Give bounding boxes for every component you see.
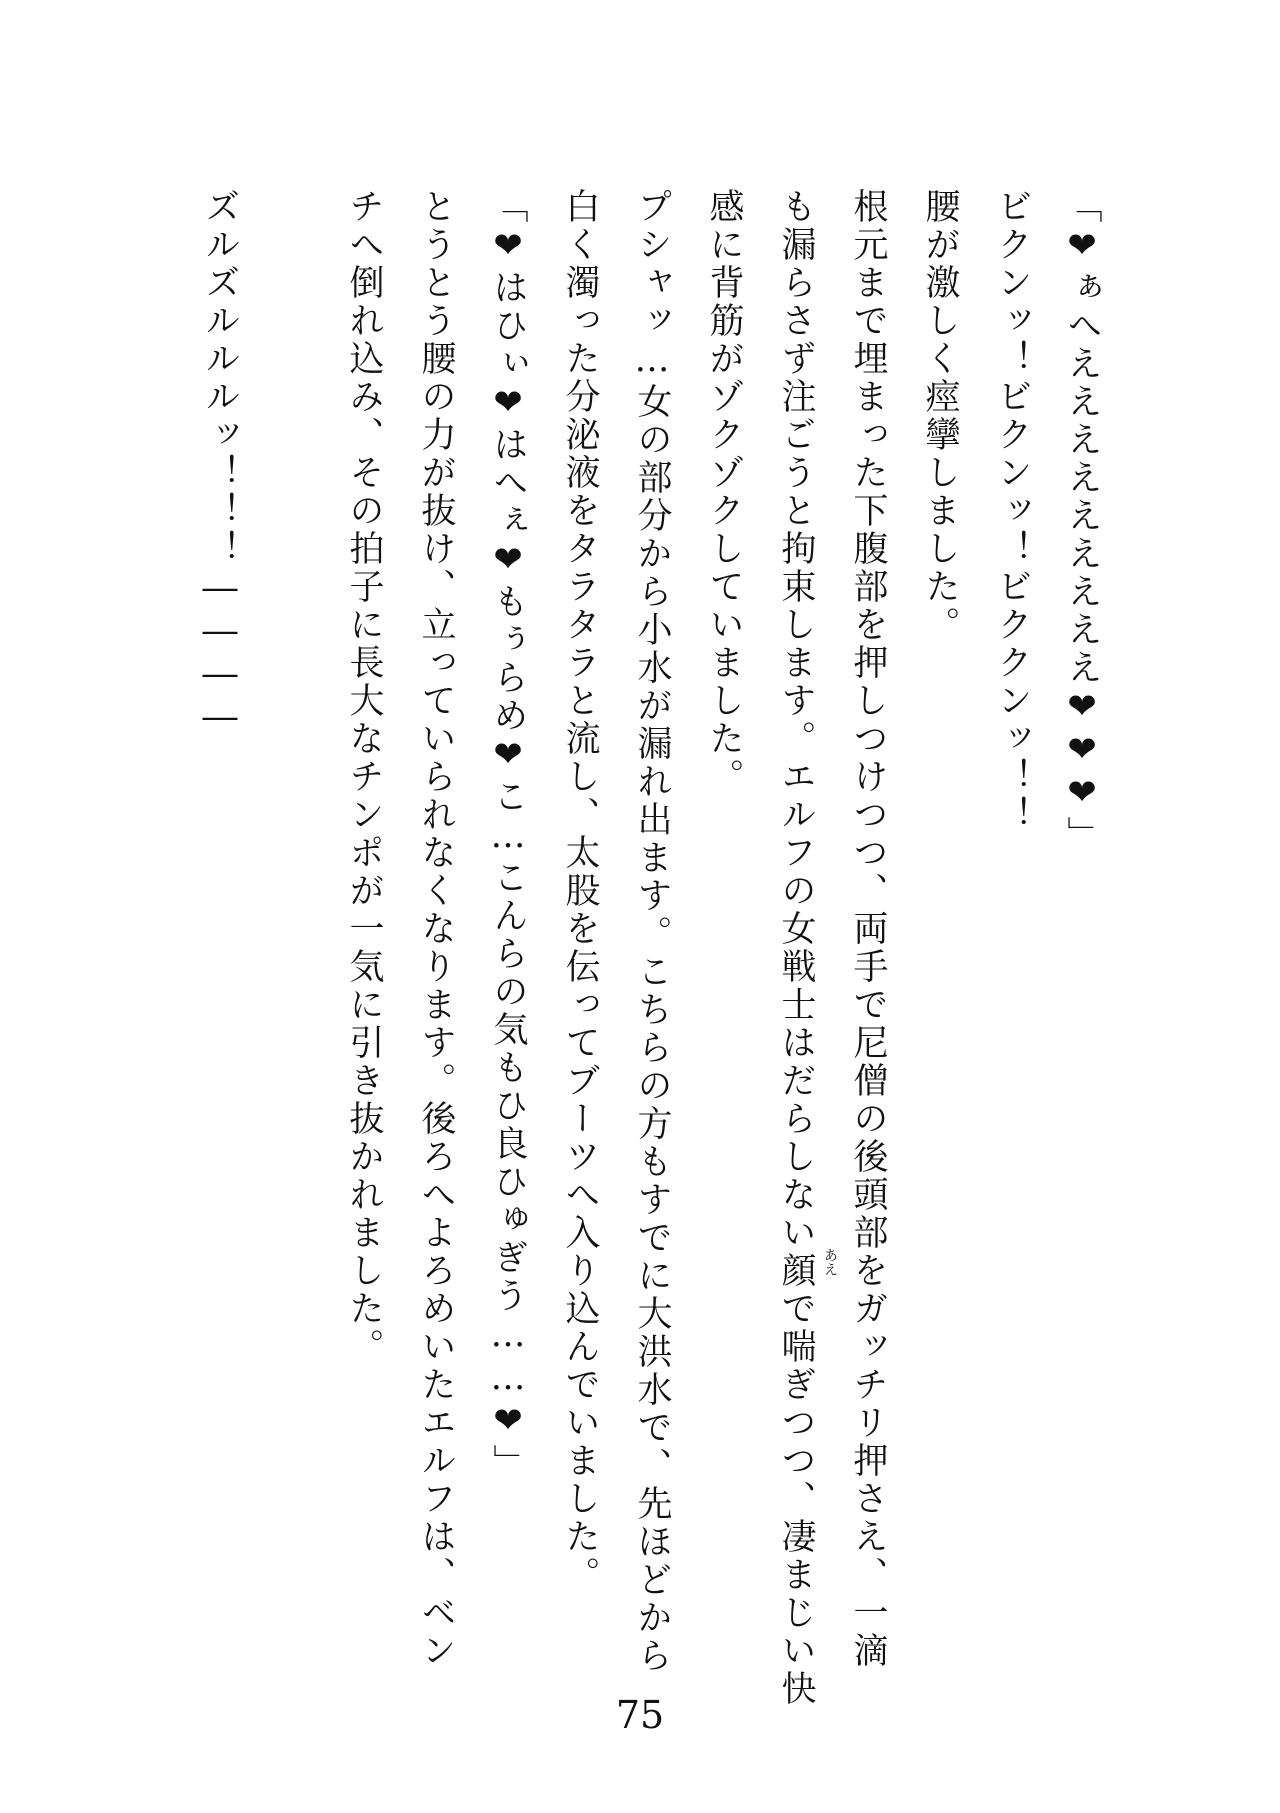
text-line-3: 腰が激しく痙攣しました。 <box>920 188 960 644</box>
text-line-9: 「❤はひぃ❤はへぇ❤もぅらめ❤こ…こんらの気もひ良ひゅぎう……❤」 <box>488 188 528 1482</box>
text-line-10: とうとう腰の力が抜け、立っていられなくなります。後ろへよろめいたエルフは、ベン <box>416 188 456 1670</box>
text-line-12: ズルズルルルッ！！！―――― <box>200 188 240 740</box>
text-line-8: 白く濁った分泌液をタラタラと流し、太股を伝ってブーツへ入り込んでいました。 <box>560 188 600 1594</box>
page-number: 75 <box>615 1693 665 1737</box>
text-line-2: ビクンッ！ビクンッ！ビククンッ！！ <box>992 188 1032 834</box>
text-line-1: 「❤ぁへえええええええええ❤❤❤」 <box>1062 188 1102 854</box>
text-line-11: チへ倒れ込み、その拍子に長大なチンポが一気に引き抜かれました。 <box>344 188 384 1366</box>
text-line-7: プシャッ…女の部分から小水が漏れ出ます。こちらの方もすでに大洪水で、先ほどから <box>632 188 672 1675</box>
text-line-4: 根元まで埋まった下腹部を押しつけつつ、両手で尼僧の後頭部をガッチリ押さえ、一滴 <box>848 188 888 1670</box>
ruby-annotation: あえ <box>822 1248 838 1276</box>
text-line-6: 感に背筋がゾクゾクしていました。 <box>704 188 744 796</box>
text-line-5: も漏らさず注ごうと拘束します。エルフの女戦士はだらしない顔で喘ぎつつ、凄まじい快 <box>776 188 816 1708</box>
